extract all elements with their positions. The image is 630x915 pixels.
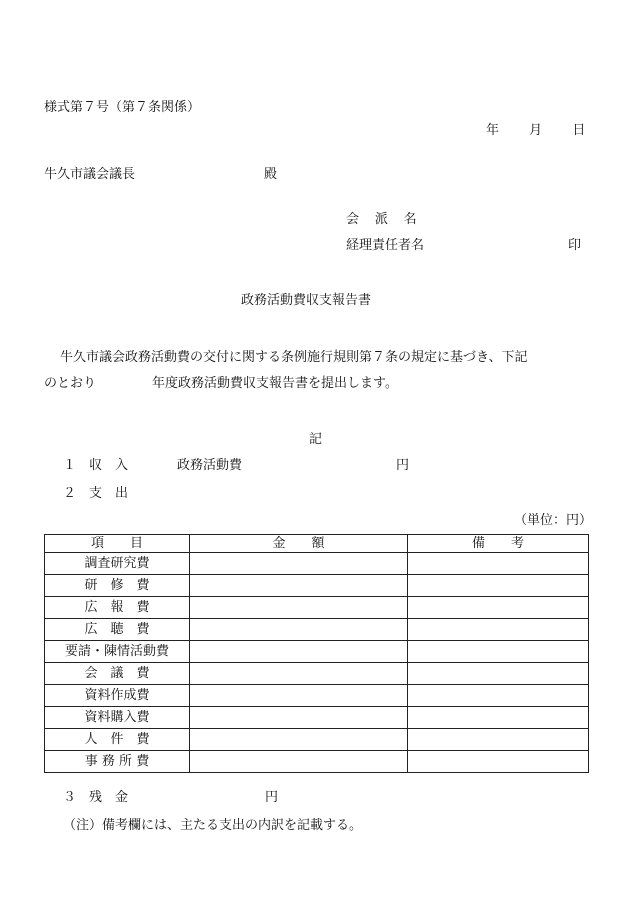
expense-heading xyxy=(63,486,128,502)
row-remarks-cell xyxy=(408,597,589,619)
row-item: 要請・陳情活動費 xyxy=(45,641,190,663)
body-text-line1: 牛久市議会政務活動費の交付に関する条例施行規則第７条の規定に基づき、下記 xyxy=(60,350,528,365)
row-remarks-cell xyxy=(408,663,589,685)
row-amount-cell xyxy=(190,597,408,619)
row-item: 資料購入費 xyxy=(45,707,190,729)
ki-mark: 記 xyxy=(309,432,323,447)
table-row xyxy=(45,575,589,597)
row-item: 事 務 所 費 xyxy=(45,751,190,773)
income-unit: 円 xyxy=(396,458,410,473)
body-text-after-year: 年度政務活動費収支報告書を提出します。 xyxy=(152,376,398,391)
row-amount-cell xyxy=(190,575,408,597)
row-remarks-cell xyxy=(408,575,589,597)
balance-unit: 円 xyxy=(265,790,279,805)
date-month-label: 月 xyxy=(529,123,543,138)
table-row xyxy=(45,751,589,773)
row-remarks-cell xyxy=(408,619,589,641)
row-remarks-cell xyxy=(408,707,589,729)
unit-note: （単位：円） xyxy=(514,513,593,528)
row-item: 研 修 費 xyxy=(45,575,190,597)
row-amount-cell xyxy=(190,685,408,707)
row-remarks-cell xyxy=(408,685,589,707)
footnote: （注）備考欄には、主たる支出の内訳を記載する。 xyxy=(63,818,363,833)
row-amount-cell xyxy=(190,641,408,663)
row-item: 会 議 費 xyxy=(45,663,190,685)
income-number: １ xyxy=(63,458,77,473)
income-label: 収 入 xyxy=(89,458,129,473)
income-item: 政務活動費 xyxy=(177,458,243,473)
expense-label: 支 出 xyxy=(89,486,129,501)
date-line xyxy=(486,123,585,139)
header-remarks: 備 考 xyxy=(408,535,589,553)
row-amount-cell xyxy=(190,707,408,729)
expense-table xyxy=(44,534,589,773)
table-header-row xyxy=(45,535,589,553)
body-text-before-year: のとおり xyxy=(44,376,97,391)
addressee: 牛久市議会議長 xyxy=(44,167,136,182)
row-item: 広 聴 費 xyxy=(45,619,190,641)
table-row xyxy=(45,553,589,575)
balance-number: ３ xyxy=(63,790,77,805)
header-item: 項 目 xyxy=(45,535,190,553)
seal-mark: 印 xyxy=(568,238,582,253)
row-remarks-cell xyxy=(408,641,589,663)
table-row xyxy=(45,641,589,663)
row-item: 資料作成費 xyxy=(45,685,190,707)
balance-heading xyxy=(63,790,128,806)
table-row xyxy=(45,619,589,641)
date-year-label: 年 xyxy=(486,123,500,138)
income-heading xyxy=(63,458,128,474)
row-remarks-cell xyxy=(408,729,589,751)
form-label: 様式第７号（第７条関係） xyxy=(44,100,201,115)
table-row xyxy=(45,729,589,751)
row-amount-cell xyxy=(190,553,408,575)
row-amount-cell xyxy=(190,619,408,641)
row-remarks-cell xyxy=(408,751,589,773)
row-item: 調査研究費 xyxy=(45,553,190,575)
row-item: 広 報 費 xyxy=(45,597,190,619)
row-remarks-cell xyxy=(408,553,589,575)
row-amount-cell xyxy=(190,663,408,685)
table-row xyxy=(45,707,589,729)
header-amount: 金 額 xyxy=(190,535,408,553)
expense-number: ２ xyxy=(63,486,77,501)
addressee-honorific: 殿 xyxy=(264,167,278,182)
faction-name-label: 会 派 名 xyxy=(346,212,423,227)
document-title: 政務活動費収支報告書 xyxy=(241,293,372,308)
body-text-line2 xyxy=(44,376,398,392)
table-row xyxy=(45,663,589,685)
date-day-label: 日 xyxy=(572,123,586,138)
table-row xyxy=(45,597,589,619)
row-amount-cell xyxy=(190,729,408,751)
row-item: 人 件 費 xyxy=(45,729,190,751)
treasurer-name-label: 経理責任者名 xyxy=(346,238,425,253)
row-amount-cell xyxy=(190,751,408,773)
balance-label: 残 金 xyxy=(89,790,129,805)
table-row xyxy=(45,685,589,707)
